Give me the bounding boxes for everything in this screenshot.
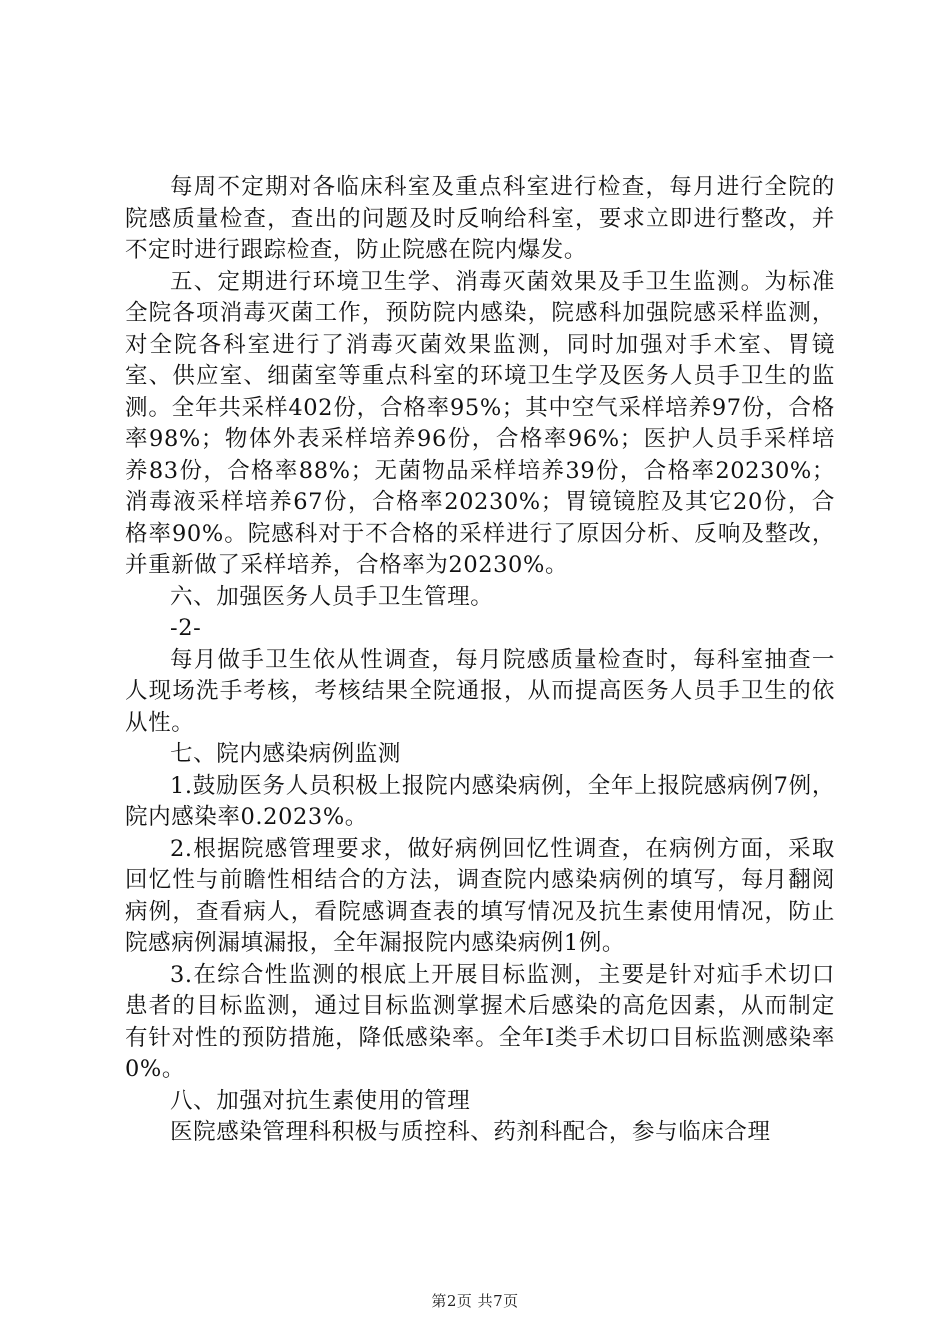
paragraph-section-8-heading: 八、加强对抗生素使用的管理 bbox=[170, 1087, 471, 1114]
paragraph-hand-hygiene: 每月做手卫生依从性调查，每月院感质量检查时，每科室抽查一人现场洗手考核，考核结果全院通报，从而提高医务人员手卫生的依从性。 bbox=[125, 646, 835, 736]
paragraph-item-3: 3.在综合性监测的根底上开展目标监测，主要是针对疝手术切口患者的目标监测，通过目标监测掌握术后感染的高危因素，从而制定有针对性的预防措施，降低感染率。全年Ⅰ类手术切口目标监测感染率0%。 bbox=[125, 961, 835, 1082]
paragraph-antibiotics: 医院感染管理科积极与质控科、药剂科配合，参与临床合理 bbox=[170, 1119, 771, 1145]
page-footer: 第2页 共7页 bbox=[431, 1292, 519, 1310]
paragraph-inspection: 每周不定期对各临床科室及重点科室进行检查，每月进行全院的院感质量检查，查出的问题及时反响给科室，要求立即进行整改，并不定时进行跟踪检查，防止院感在院内爆发。 bbox=[125, 174, 835, 263]
paragraph-section-7-heading: 七、院内感染病例监测 bbox=[170, 741, 402, 767]
paragraph-item-1: 1.鼓励医务人员积极上报院内感染病例，全年上报院感病例7例，院内感染率0.2023%。 bbox=[125, 772, 835, 830]
paragraph-item-2: 2.根据院感管理要求，做好病例回忆性调查，在病例方面，采取回忆性与前瞻性相结合的方法，调查院内感染病例的填写，每月翻阅病例，查看病人，看院感调查表的填写情况及抗生素使用情况，防止院感病例漏填漏报，全年漏报院内感染病例1例。 bbox=[125, 835, 835, 956]
paragraph-section-6-heading: 六、加强医务人员手卫生管理。 bbox=[170, 583, 494, 610]
page-marker: -2- bbox=[170, 615, 202, 641]
document-body bbox=[125, 172, 835, 1149]
paragraph-section-5: 五、定期进行环境卫生学、消毒灭菌效果及手卫生监测。为标准全院各项消毒灭菌工作，预防院内感染，院感科加强院感采样监测，对全院各科室进行了消毒灭菌效果监测，同时加强对手术室、胃镜室、供应室、细菌室等重点科室的环境卫生学及医务人员手卫生的监测。全年共采样402份，合格率95%；其中空气采样培养97份，合格率98%；物体外表采样培养96份，合格率96%；医护人员手采样培养83份，合格率88%；无菌物品采样培养39份，合格率20230%；消毒液采样培养67份，合格率20230%；胃镜镜腔及其它20份，合格率90%。院感科对于不合格的采样进行了原因分析、反响及整改，并重新做了采样培养，合格率为20230%。 bbox=[125, 268, 835, 578]
